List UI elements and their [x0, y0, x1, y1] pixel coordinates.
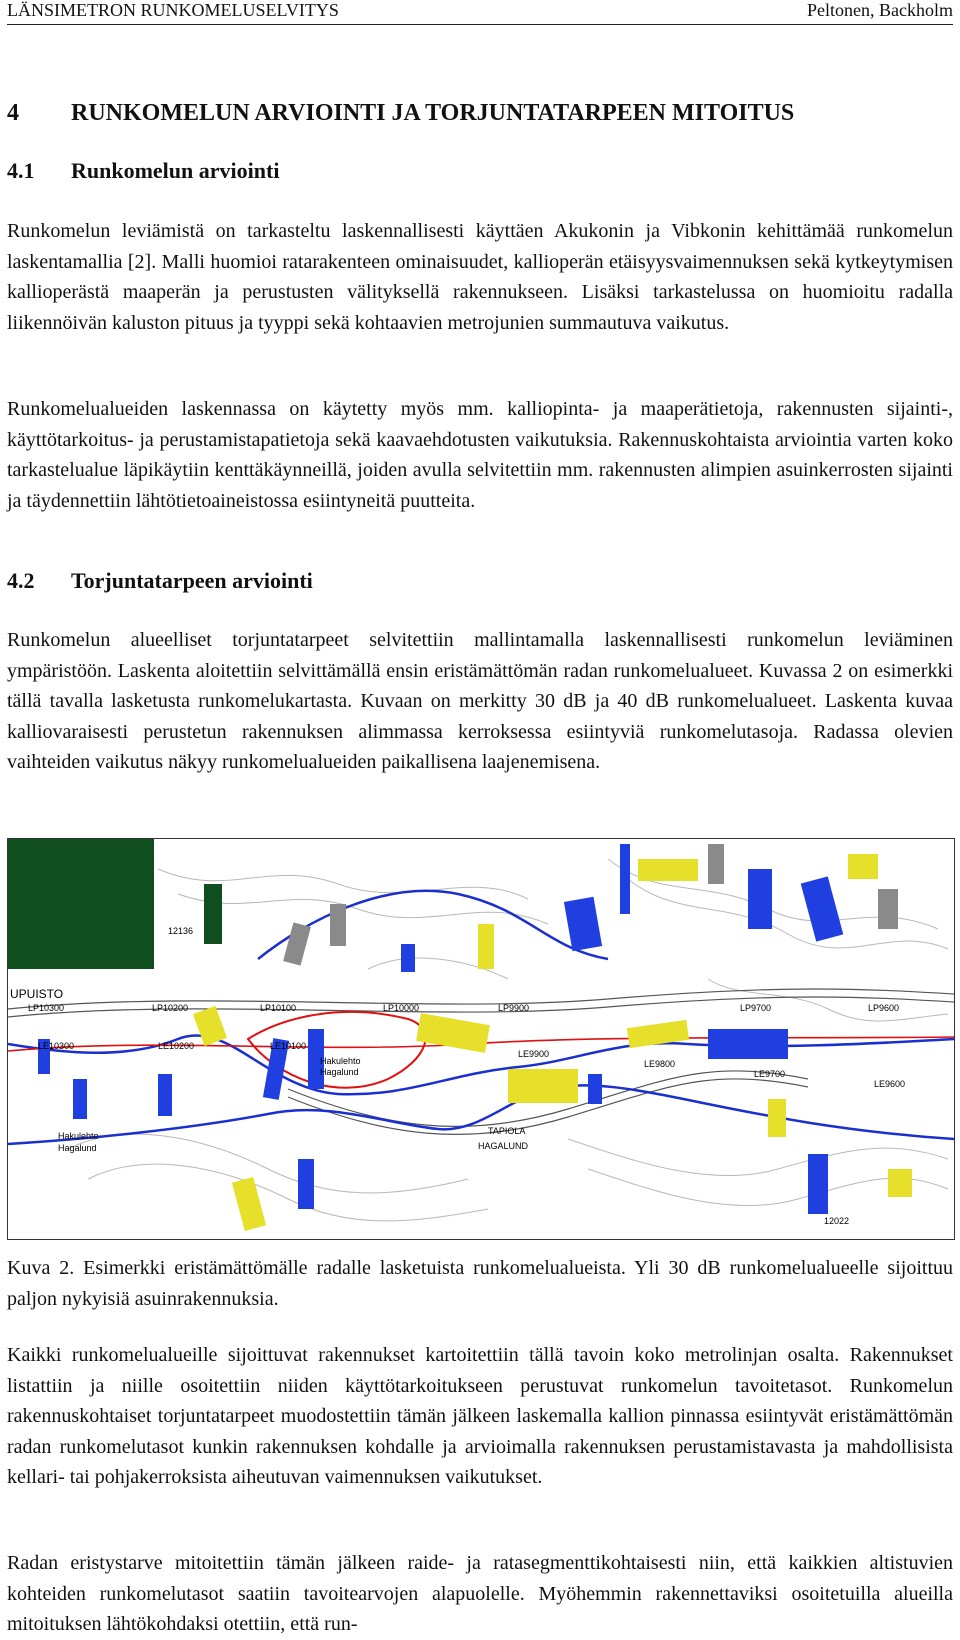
zone-30db-bulge — [258, 891, 608, 959]
label-upuisto: UPUISTO — [10, 987, 64, 1001]
label-lp9900: LP9900 — [498, 1003, 530, 1013]
figure-caption: Kuva 2. Esimerkki eristämättömälle radalle lasketuista runkomelualueista. Yli 30 dB runkomelualueelle sijoittuu paljon nykyisiä asuinrakennuksia. — [7, 1257, 953, 1310]
section-4-2-number: 4.2 — [7, 568, 35, 593]
label-le9900: LE9900 — [518, 1049, 550, 1059]
section-4-number: 4 — [7, 100, 19, 126]
header-authors: Peltonen, Backholm — [807, 0, 953, 20]
label-tapiola: TAPIOLA — [488, 1126, 526, 1136]
paragraph-after-a: Kaikki runkomelualueille sijoittuvat rakennukset kartoitettiin tällä tavoin koko metrolinjan osalta. Rakennukset listattiin ja niille osoitettiin niiden käyttötarkoitukseen perustuvat runkomelun tavoitetasot. Runkomelun rakennuskohtaiset torjuntatarpeet muodostettiin tämän jälkeen laskemalla kallion pinnassa esiintyvät eristämättömän radan runkomelutasot kunkin rakennuksen kohdalle ja arvioimalla rakennuksen perustamistavasta ja mahdollisista kellari- tai pohjakerroksista aiheutuvan vaimennuksen vaikutukset. — [7, 1344, 953, 1488]
label-hagalund-2: Hagalund — [58, 1143, 97, 1153]
label-le10100: LE10100 — [270, 1041, 307, 1051]
label-12136: 12136 — [168, 926, 194, 936]
label-hakulehto-2: Hakulehto — [58, 1131, 99, 1141]
green-building — [204, 884, 222, 944]
section-4-1-title: Runkomelun arviointi — [71, 158, 280, 183]
section-4-1-heading — [7, 158, 279, 184]
paragraph-4-2: Runkomelun alueelliset torjuntatarpeet selvitettiin mallintamalla laskennallisesti runkomelun leviäminen ympäristöön. Laskenta aloitettiin selvittämällä ensin eristämättömän radan runkomelualueet. Kuvassa 2 on esimerkki tällä tavalla lasketusta runkomelukartasta. Kuvaan on merkitty 30 dB ja 40 dB runkomelualueet. Laskenta kuvaa kalliovaraisesti perustetun rakennuksen alimmassa kerroksessa esiintyviä runkomelutasoja. Radassa olevien vaihteiden vaikutus näkyy runkomelualueiden paikallisena laajenemisena. — [7, 629, 953, 773]
zone-30db-upper — [8, 1085, 954, 1144]
label-lp10100: LP10100 — [260, 1003, 297, 1013]
label-hagalund-3: HAGALUND — [478, 1141, 529, 1151]
buildings — [38, 844, 912, 1231]
label-12022: 12022 — [824, 1216, 850, 1226]
park-area — [8, 839, 154, 969]
section-4-heading — [7, 100, 794, 127]
label-le9600: LE9600 — [874, 1079, 906, 1089]
section-4-2-title: Torjuntatarpeen arviointi — [71, 568, 313, 593]
label-le9800: LE9800 — [644, 1059, 676, 1069]
paragraph-after-b: Radan eristystarve mitoitettiin tämän jälkeen raide- ja ratasegmenttikohtaisesti niin, että kaikkien altistuvien kohteiden runkomelutasot saatiin tavoitearvojen alapuolelle. Myöhemmin rakennettaviksi osoitetuilla alueilla mitoituksen lähtökohdaksi otettiin, että run- — [7, 1552, 953, 1635]
label-lp10300: LP10300 — [28, 1003, 65, 1013]
label-lp9700: LP9700 — [740, 1003, 772, 1013]
section-4-title: RUNKOMELUN ARVIOINTI JA TORJUNTATARPEEN MITOITUS — [71, 100, 795, 126]
label-hagalund-1: Hagalund — [320, 1067, 359, 1077]
label-le10200: LE10200 — [158, 1041, 195, 1051]
label-lp9600: LP9600 — [868, 1003, 900, 1013]
section-4-2-heading — [7, 568, 313, 594]
label-hakulehto-1: Hakulehto — [320, 1056, 361, 1066]
section-4-1-number: 4.1 — [7, 158, 35, 183]
map-roads — [8, 989, 954, 1134]
noise-zone-map — [7, 838, 955, 1240]
paragraph-4-1-b: Runkomelualueiden laskennassa on käytetty myös mm. kalliopinta- ja maaperätietoja, rakennusten sijainti-, käyttötarkoitus- ja perustamistapatietoja sekä kaavaehdotusten vaikutuksia. Rakennuskohtaista arviointia varten koko tarkastelualue läpikäytiin kenttäkäynneillä, joiden avulla selvitettiin mm. rakennusten alimpien asuinkerrosten sijainti ja täydennettiin lähtötietoaineistossa esiintyneitä puutteita. — [7, 398, 953, 512]
page-header — [7, 0, 953, 25]
header-title: LÄNSIMETRON RUNKOMELUSELVITYS — [7, 0, 339, 20]
label-lp10000: LP10000 — [383, 1003, 420, 1013]
label-le9700: LE9700 — [754, 1069, 786, 1079]
label-lp10200: LP10200 — [152, 1003, 189, 1013]
label-le10300: LE10300 — [38, 1041, 75, 1051]
paragraph-4-1-a: Runkomelun leviämistä on tarkasteltu laskennallisesti käyttäen Akukonin ja Vibkonin kehittämää runkomelun laskentamallia [2]. Malli huomioi ratarakenteen ominaisuudet, kallioperän etäisyysvaimennuksen sekä kytkeytymisen kallioperästä maaperän ja perustusten välityksellä rakennukseen. Lisäksi tarkastelussa on huomioitu radalla liikennöivän kaluston pituus ja tyyppi sekä kohtaavien metrojunien summautuva vaikutus. — [7, 220, 953, 334]
map-svg — [8, 839, 954, 1239]
